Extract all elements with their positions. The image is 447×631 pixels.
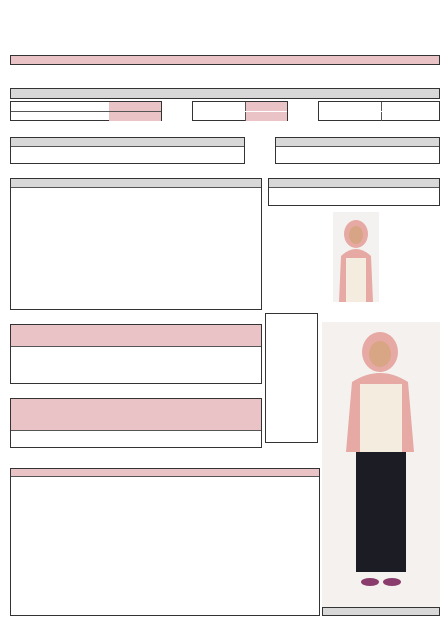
passport-title-ar bbox=[379, 179, 383, 187]
personal-details-table bbox=[10, 178, 262, 310]
portrait-figure-icon bbox=[333, 212, 379, 302]
fullbody-figure-icon bbox=[322, 322, 440, 607]
position-label-ar bbox=[245, 102, 287, 111]
app-number-box bbox=[318, 101, 440, 121]
applicant-photo-portrait bbox=[333, 212, 379, 302]
app-number-label bbox=[381, 112, 439, 121]
passport-title bbox=[279, 179, 283, 187]
salary-box bbox=[10, 101, 162, 121]
applicants-title-bar bbox=[10, 88, 440, 99]
language-table bbox=[10, 324, 262, 384]
work-experience-box bbox=[10, 468, 320, 616]
salary-label-ar bbox=[109, 102, 161, 111]
position-box bbox=[192, 101, 288, 121]
company-name-bar bbox=[10, 55, 440, 65]
personal-title-ar bbox=[191, 179, 195, 187]
salary-label bbox=[109, 112, 161, 121]
skills-table bbox=[265, 313, 318, 443]
passport-details-table bbox=[268, 178, 440, 206]
app-number-label-ar bbox=[381, 102, 439, 111]
applicant-photo-fullbody bbox=[322, 322, 440, 607]
personal-title bbox=[51, 179, 55, 187]
company-logo bbox=[165, 6, 285, 48]
agent-name bbox=[322, 607, 440, 616]
experience-table bbox=[10, 398, 262, 448]
mobile-box bbox=[10, 137, 245, 164]
worker-box bbox=[275, 137, 440, 164]
position-label bbox=[245, 112, 287, 121]
